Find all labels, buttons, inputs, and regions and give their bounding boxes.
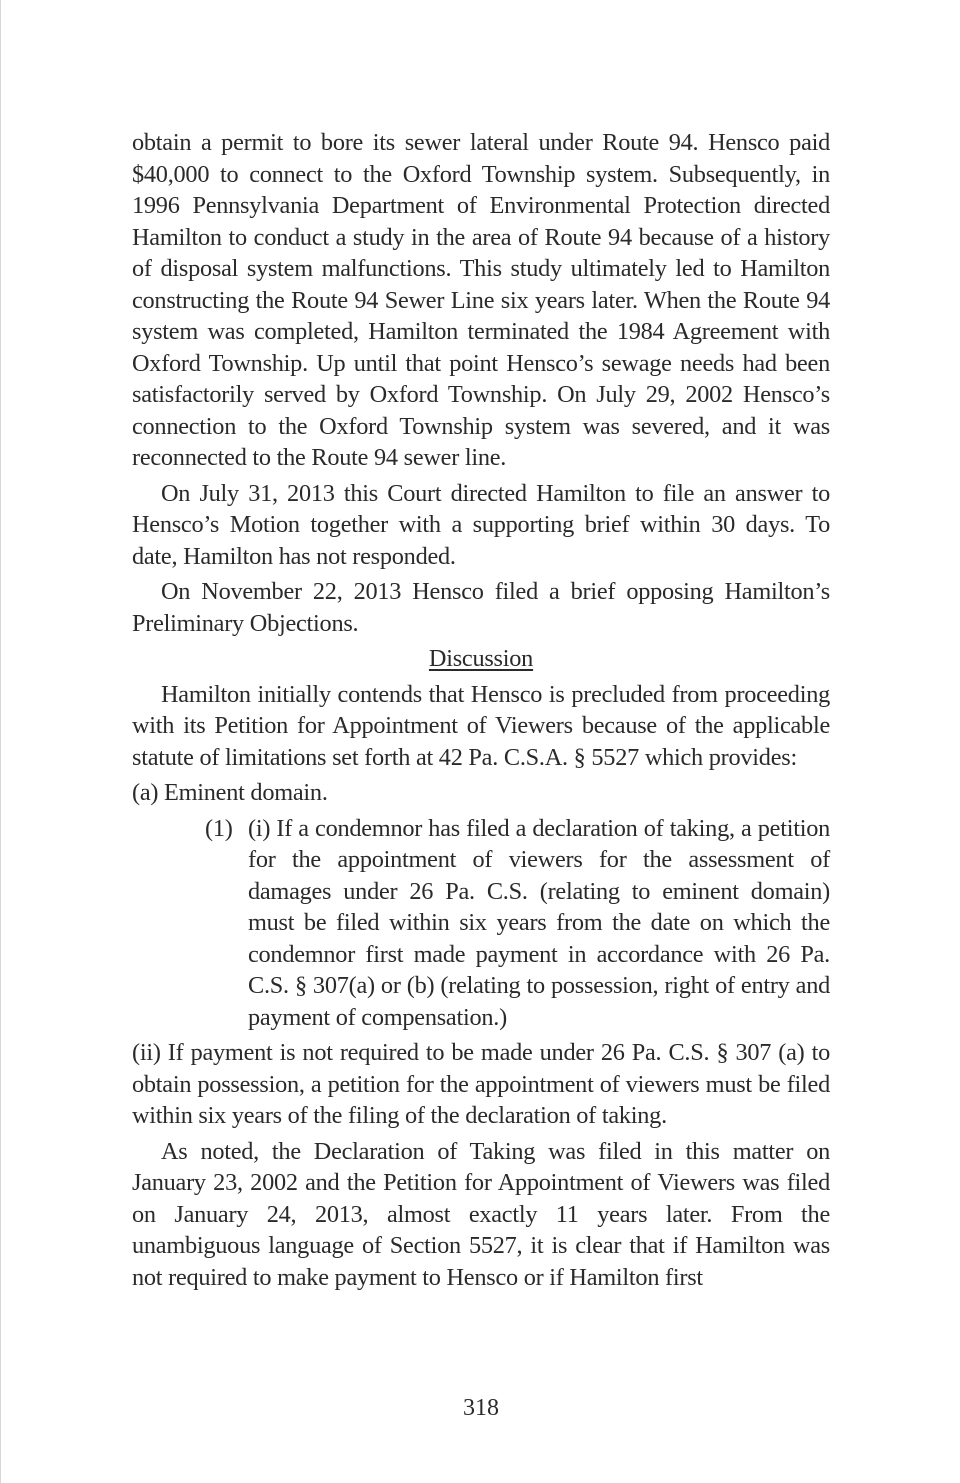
statute-subsection-a: (a) Eminent domain.: [132, 779, 328, 806]
statute-clause-1-i: (i) If a condemnor has filed a declaration of taking, a petition for the appointment of viewers for the assessment of damages under 26 Pa. C.S. (relating to eminent domain) must be filed within six years from the date on which the condemnor first made payment in accordance with 26 Pa. C.S. § 307(a) or (b) (relating to possession, right of entry and payment of compensation.): [248, 814, 830, 1031]
page-number: 318: [463, 1395, 499, 1421]
statute-clause-1-ii: (ii) If payment is not required to be made under 26 Pa. C.S. § 307 (a) to obtain possession, a petition for the appointment of viewers must be filed within six years of the filing of the declaration of taking.: [132, 1039, 830, 1129]
statute-clause-1-number: (1): [205, 814, 233, 842]
statute-clause-1: [205, 813, 830, 1034]
paragraph-continued-background: obtain a permit to bore its sewer lateral under Route 94. Hensco paid $40,000 to connect to the Oxford Township system. Subsequently, in 1996 Pennsylvania Department of Environmental Protection directed Hamilton to conduct a study in the area of Route 94 because of a history of disposal system malfunctions. This study ultimately led to Hamilton constructing the Route 94 Sewer Line six years later. When the Route 94 system was completed, Hamilton terminated the 1984 Agreement with Oxford Township. Up until that point Hensco’s sewage needs had been satisfactorily served by Oxford Township. On July 29, 2002 Hensco’s connection to the Oxford Township system was severed, and it was reconnected to the Route 94 sewer line.: [132, 129, 830, 471]
paragraph-hensco-brief: On November 22, 2013 Hensco filed a brief opposing Hamilton’s Preliminary Objections.: [132, 578, 830, 637]
paragraph-court-directive: On July 31, 2013 this Court directed Hamilton to file an answer to Hensco’s Motion together with a supporting brief within 30 days. To date, Hamilton has not responded.: [132, 479, 830, 570]
section-heading: [132, 643, 830, 675]
page-body: [132, 127, 830, 1297]
section-heading-text: Discussion: [428, 645, 534, 672]
paragraph-analysis: As noted, the Declaration of Taking was filed in this matter on January 23, 2002 and the Petition for Appointment of Viewers was filed on January 24, 2013, almost exactly 11 years later. From the unambiguous language of Section 5527, it is clear that if Hamilton was not required to make payment to Hensco or if Hamilton first: [132, 1137, 830, 1291]
paragraph-statute-intro: Hamilton initially contends that Hensco is precluded from proceeding with its Petition for Appointment of Viewers because of the applicable statute of limitations set forth at 42 Pa. C.S.A. § 5527 which provides:: [132, 680, 830, 771]
